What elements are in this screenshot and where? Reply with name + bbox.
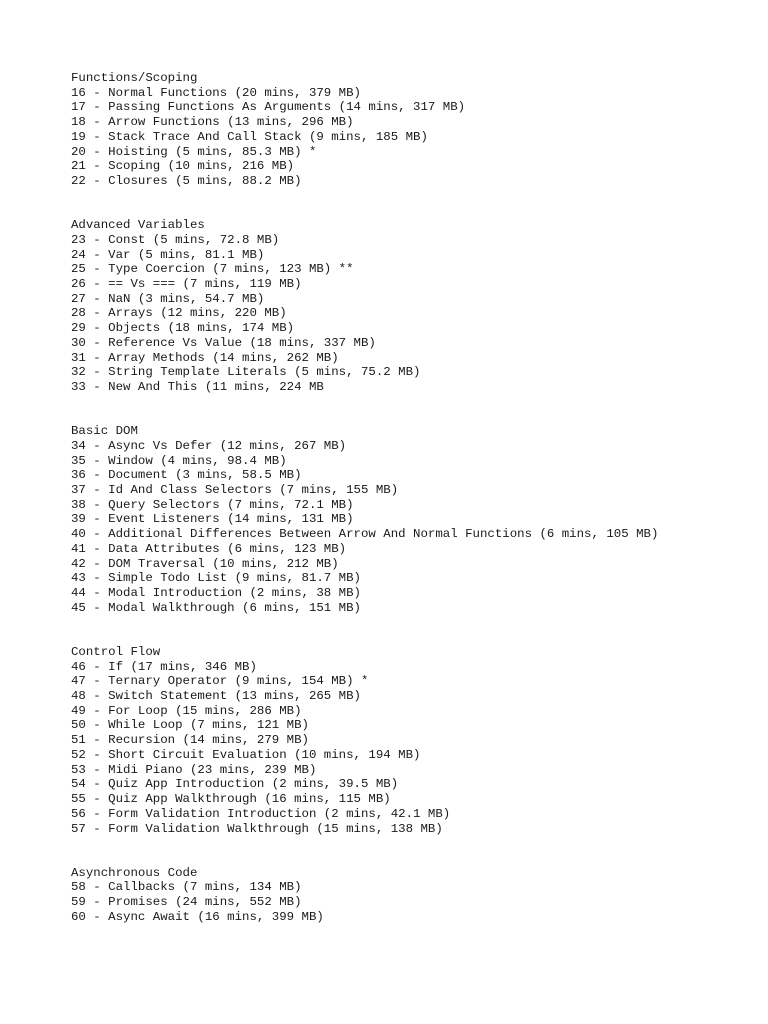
list-item: 52 - Short Circuit Evaluation (10 mins, 194 MB) [71,747,421,762]
list-item: 41 - Data Attributes (6 mins, 123 MB) [71,541,347,556]
list-item: 32 - String Template Literals (5 mins, 75.2 MB) [71,365,421,380]
list-item: 30 - Reference Vs Value (18 mins, 337 MB) [71,335,376,350]
list-item: 40 - Additional Differences Between Arrow And Normal Functions (6 mins, 105 MB) [71,527,659,542]
list-item: 42 - DOM Traversal (10 mins, 212 MB) [71,556,339,571]
list-item: 43 - Simple Todo List (9 mins, 81.7 MB) [71,571,361,586]
list-item: 25 - Type Coercion (7 mins, 123 MB) ** [71,262,354,277]
list-item: 36 - Document (3 mins, 58.5 MB) [71,468,302,483]
list-item: 47 - Ternary Operator (9 mins, 154 MB) * [71,674,369,689]
list-item: 39 - Event Listeners (14 mins, 131 MB) [71,512,354,527]
list-item: 53 - Midi Piano (23 mins, 239 MB) [71,762,317,777]
list-item: 19 - Stack Trace And Call Stack (9 mins, 185 MB) [71,129,428,144]
document-page [71,71,768,925]
section [71,71,768,189]
section [71,424,768,615]
section [71,866,768,925]
list-item: 26 - == Vs === (7 mins, 119 MB) [71,277,302,292]
list-item: 34 - Async Vs Defer (12 mins, 267 MB) [71,438,347,453]
list-item: 23 - Const (5 mins, 72.8 MB) [71,232,280,247]
list-item: 22 - Closures (5 mins, 88.2 MB) [71,174,302,189]
list-item: 55 - Quiz App Walkthrough (16 mins, 115 MB) [71,792,391,807]
section-title: Functions/Scoping [71,71,198,85]
list-item: 38 - Query Selectors (7 mins, 72.1 MB) [71,497,354,512]
section-title: Basic DOM [71,424,138,439]
list-item: 33 - New And This (11 mins, 224 MB [71,380,324,395]
list-item: 16 - Normal Functions (20 mins, 379 MB) [71,85,361,100]
list-item: 51 - Recursion (14 mins, 279 MB) [71,733,309,748]
section-title: Asynchronous Code [71,865,198,880]
list-item: 18 - Arrow Functions (13 mins, 296 MB) [71,115,354,130]
list-item: 17 - Passing Functions As Arguments (14 mins, 317 MB) [71,100,466,115]
list-item: 28 - Arrays (12 mins, 220 MB) [71,306,287,321]
section-title: Control Flow [71,644,161,659]
list-item: 58 - Callbacks (7 mins, 134 MB) [71,880,302,895]
list-item: 50 - While Loop (7 mins, 121 MB) [71,718,309,733]
list-item: 54 - Quiz App Introduction (2 mins, 39.5 MB) [71,777,399,792]
list-item: 27 - NaN (3 mins, 54.7 MB) [71,291,265,306]
list-item: 56 - Form Validation Introduction (2 mins, 42.1 MB) [71,806,451,821]
section [71,645,768,836]
list-item: 59 - Promises (24 mins, 552 MB) [71,895,302,910]
list-item: 60 - Async Await (16 mins, 399 MB) [71,909,324,924]
list-item: 37 - Id And Class Selectors (7 mins, 155 MB) [71,483,399,498]
list-item: 35 - Window (4 mins, 98.4 MB) [71,453,287,468]
list-item: 44 - Modal Introduction (2 mins, 38 MB) [71,586,361,601]
list-item: 31 - Array Methods (14 mins, 262 MB) [71,350,339,365]
list-item: 46 - If (17 mins, 346 MB) [71,659,257,674]
list-item: 48 - Switch Statement (13 mins, 265 MB) [71,689,361,704]
section [71,218,768,395]
list-item: 24 - Var (5 mins, 81.1 MB) [71,247,265,262]
list-item: 21 - Scoping (10 mins, 216 MB) [71,159,295,174]
list-item: 57 - Form Validation Walkthrough (15 mins, 138 MB) [71,821,443,836]
list-item: 29 - Objects (18 mins, 174 MB) [71,321,295,336]
list-item: 45 - Modal Walkthrough (6 mins, 151 MB) [71,600,361,615]
list-item: 20 - Hoisting (5 mins, 85.3 MB) * [71,144,317,159]
list-item: 49 - For Loop (15 mins, 286 MB) [71,703,302,718]
section-title: Advanced Variables [71,218,205,233]
